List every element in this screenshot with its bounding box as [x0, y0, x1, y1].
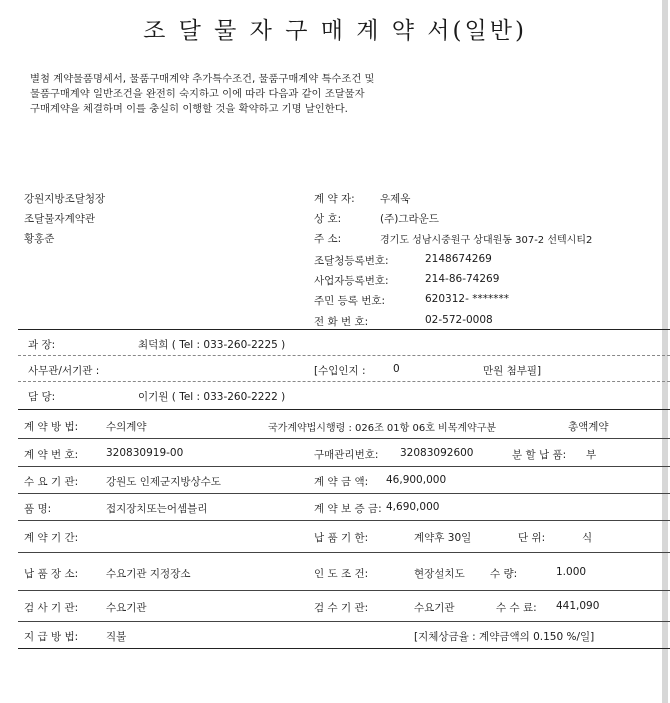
penalty-note: [지체상금율 : 계약금액의 0.150 %/일]: [414, 631, 595, 643]
place-value: 수요기관 지정장소: [106, 568, 191, 580]
place-label: 납 품 장 소:: [24, 568, 79, 580]
buyer-name: 황홍준: [24, 233, 55, 245]
chief-label: 과 장:: [28, 339, 56, 351]
inspect-label: 검 사 기 관:: [24, 602, 79, 614]
divider: [18, 493, 670, 494]
rrn-value: 620312- *******: [425, 293, 509, 305]
document-title: 조 달 물 자 구 매 계 약 서(일반): [143, 18, 527, 44]
clerk-label: 사무관/서기관 :: [28, 365, 100, 377]
pay-label: 지 급 방 법:: [24, 631, 79, 643]
stamp-label: [수입인지 :: [314, 365, 366, 377]
mgmt-label: 구매관리번호:: [314, 449, 379, 461]
law-type: 총액계약: [568, 421, 609, 433]
divider: [18, 621, 670, 622]
demand-value: 강원도 인제군지방상수도: [106, 476, 221, 488]
scan-edge: [662, 0, 668, 703]
contract-no: 320830919-00: [106, 447, 184, 459]
address-value: 경기도 성남시중원구 상대원동 307-2 선텍시티2: [380, 235, 593, 246]
handler-label: 담 당:: [28, 391, 56, 403]
mgmt-value: 32083092600: [400, 447, 474, 459]
divider: [18, 355, 670, 356]
unit-value: 식: [582, 532, 593, 544]
address-label: 주 소:: [314, 233, 342, 245]
buyer-org: 강원지방조달청장: [24, 193, 106, 205]
deposit-label: 계 약 보 증 금:: [314, 503, 382, 515]
inspect-value: 수요기관: [106, 602, 147, 614]
amount-value: 46,900,000: [386, 474, 447, 486]
phone-value: 02-572-0008: [425, 314, 493, 326]
contract-no-label: 계 약 번 호:: [24, 449, 79, 461]
law-value: 국가계약법시행령 : 026조 01항 06호 비목계약구분: [268, 423, 497, 434]
split-label: 분 할 납 품:: [512, 449, 567, 461]
amount-label: 계 약 금 액:: [314, 476, 369, 488]
stamp-value: 0: [393, 363, 400, 375]
item-label: 품 명:: [24, 503, 52, 515]
contractor-name: 우제욱: [380, 193, 411, 205]
accept-value: 수요기관: [414, 602, 455, 614]
accept-label: 검 수 기 관:: [314, 602, 369, 614]
method-value: 수의계약: [106, 421, 147, 433]
reg-label: 조달청등록번호:: [314, 255, 389, 267]
deadline-label: 납 품 기 한:: [314, 532, 369, 544]
rrn-label: 주민 등록 번호:: [314, 295, 386, 307]
qty-label: 수 량:: [490, 568, 518, 580]
biz-label: 사업자등록번호:: [314, 275, 389, 287]
divider: [18, 466, 670, 467]
fee-value: 441,090: [556, 600, 600, 612]
unit-label: 단 위:: [518, 532, 546, 544]
chief-value: 최덕희 ( Tel : 033-260-2225 ): [138, 339, 286, 351]
contractor-name-label: 계 약 자:: [314, 193, 355, 205]
deposit-value: 4,690,000: [386, 501, 440, 513]
divider: [18, 590, 670, 591]
item-value: 접지장치또는어셈블리: [106, 503, 208, 515]
split-value: 부: [586, 449, 597, 461]
pay-value: 직불: [106, 631, 127, 643]
fee-label: 수 수 료:: [496, 602, 537, 614]
deadline-value: 계약후 30일: [414, 532, 472, 544]
qty-value: 1.000: [556, 566, 587, 578]
divider: [18, 520, 670, 521]
buyer-dept: 조달물자계약관: [24, 213, 96, 225]
company-label: 상 호:: [314, 213, 342, 225]
divider: [18, 438, 670, 439]
divider-top: [18, 329, 670, 330]
biz-value: 214-86-74269: [425, 273, 500, 285]
divider: [18, 552, 670, 553]
delivery-value: 현장설치도: [414, 568, 465, 580]
intro-paragraph: 별첨 계약물품명세서, 물품구매계약 추가특수조건, 물품구매계약 특수조건 및 물품구매계약 일반조건을 완전히 숙지하고 이에 따라 다음과 같이 조달물자 구매계약을 체결하며 이를 충실히 이행할 것을 확약하고 기명 날인한다.: [30, 73, 375, 115]
stamp-suffix: 만원 첨부필]: [483, 365, 542, 377]
period-label: 계 약 기 간:: [24, 532, 79, 544]
handler-value: 이기원 ( Tel : 033-260-2222 ): [138, 391, 286, 403]
delivery-label: 인 도 조 건:: [314, 568, 369, 580]
phone-label: 전 화 번 호:: [314, 316, 369, 328]
demand-label: 수 요 기 관:: [24, 476, 79, 488]
method-label: 계 약 방 법:: [24, 421, 79, 433]
reg-value: 2148674269: [425, 253, 492, 265]
divider-bottom: [18, 648, 670, 649]
divider: [18, 381, 670, 382]
company-name: (주)그라운드: [380, 213, 439, 225]
divider: [18, 409, 670, 410]
